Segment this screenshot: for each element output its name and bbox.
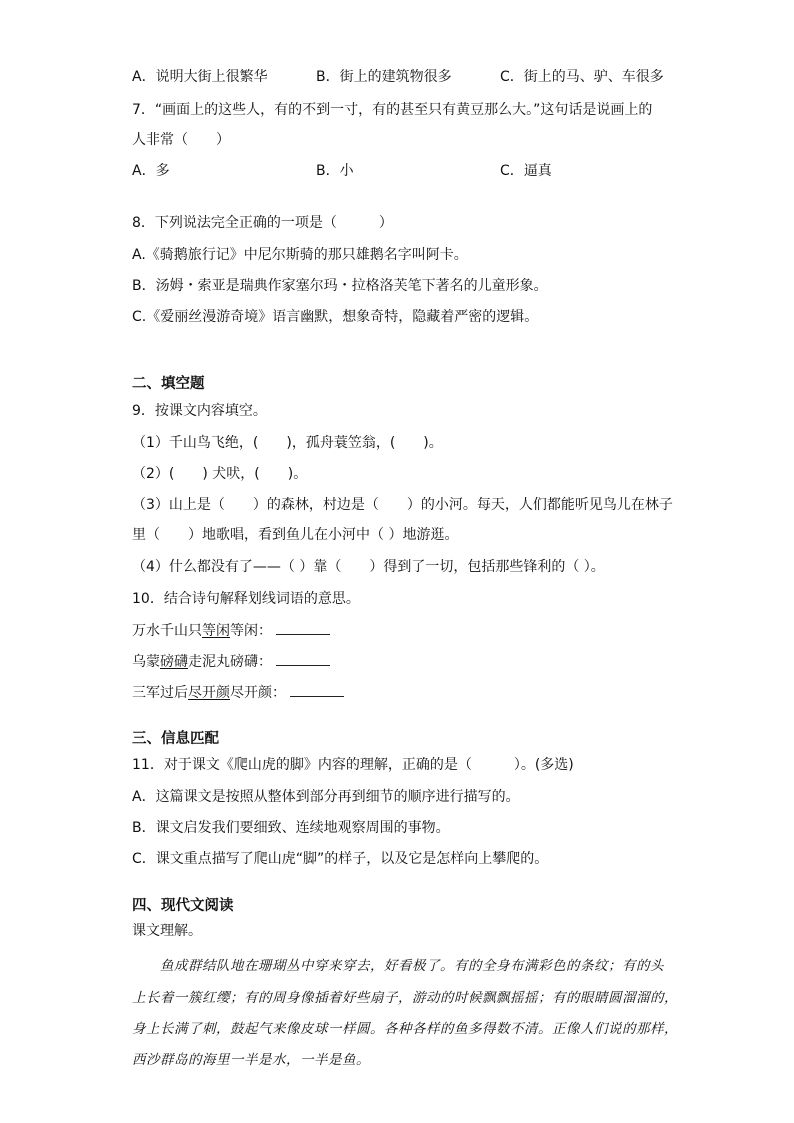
q7-stem-line2: 人非常（ ）	[132, 132, 230, 148]
q10-line-2	[132, 651, 330, 671]
passage-line-1: 鱼成群结队地在珊瑚丛中穿来穿去，好看极了。有的全身布满彩色的条纹；有的头	[160, 958, 664, 974]
passage-line-2: 上长着一簇红缨；有的周身像插着好些扇子，游动的时候飘飘摇摇；有的眼睛圆溜溜的，	[132, 990, 678, 1006]
q10-line-1-after: 等闲：	[230, 623, 272, 639]
q10-line-2-after: 走泥丸磅礴：	[188, 654, 272, 670]
q8-option-a: A.《骑鹅旅行记》中尼尔斯骑的那只雄鹅名字叫阿卡。	[132, 247, 468, 263]
q9-item-3-line2: 里（ ）地歌唱，看到鱼儿在小河中（ ）地游逛。	[132, 527, 459, 543]
q11-option-b: B．课文启发我们要细致、连续地观察周围的事物。	[132, 820, 450, 836]
q9-stem: 9．按课文内容填空。	[132, 403, 267, 419]
q10-line-3-before: 三军过后	[132, 685, 188, 701]
q10-line-1	[132, 620, 330, 640]
q6-option-a: A．说明大街上很繁华	[132, 69, 268, 85]
q11-stem: 11．对于课文《爬山虎的脚》内容的理解，正确的是（ ）。(多选)	[132, 757, 574, 773]
q9-item-1: （1）千山鸟飞绝，( )，孤舟蓑笠翁，( )。	[132, 435, 443, 451]
q10-answer-blank-2[interactable]	[276, 651, 330, 666]
q6-option-b: B．街上的建筑物很多	[316, 69, 452, 85]
q9-item-4: （4）什么都没有了——（ ）靠（ ）得到了一切，包括那些锋利的（ ）。	[132, 559, 605, 575]
q10-line-2-underlined: 磅礴	[160, 654, 188, 670]
q10-line-1-before: 万水千山只	[132, 623, 202, 639]
q7-option-b: B．小	[316, 163, 354, 179]
q10-line-2-before: 乌蒙	[132, 654, 160, 670]
section3-heading: 三、信息匹配	[132, 731, 219, 747]
q9-item-2: （2）( ) 犬吠，( )。	[132, 466, 308, 482]
section4-subtitle: 课文理解。	[132, 923, 202, 939]
q10-answer-blank-3[interactable]	[290, 682, 344, 697]
q7-stem-line1: 7．“画面上的这些人，有的不到一寸，有的甚至只有黄豆那么大。”这句话是说画上的	[132, 102, 653, 118]
q8-option-c: C.《爱丽丝漫游奇境》语言幽默，想象奇特，隐藏着严密的逻辑。	[132, 309, 539, 325]
q10-line-3	[132, 682, 344, 702]
section2-heading: 二、填空题	[132, 376, 205, 392]
q10-line-1-underlined: 等闲	[202, 623, 230, 639]
passage-line-4: 西沙群岛的海里一半是水，一半是鱼。	[132, 1052, 370, 1068]
q9-item-3-line1: （3）山上是（ ）的森林，村边是（ ）的小河。每天，人们都能听见鸟儿在林子	[132, 497, 673, 513]
q8-option-b: B．汤姆・索亚是瑞典作家塞尔玛・拉格洛芙笔下著名的儿童形象。	[132, 278, 548, 294]
q6-option-c: C．街上的马、驴、车很多	[500, 69, 664, 85]
q11-option-a: A．这篇课文是按照从整体到部分再到细节的顺序进行描写的。	[132, 789, 520, 805]
passage-line-3: 身上长满了刺，鼓起气来像皮球一样圆。各种各样的鱼多得数不清。正像人们说的那样，	[132, 1021, 678, 1037]
q10-line-3-underlined: 尽开颜	[188, 685, 230, 701]
q7-option-c: C．逼真	[500, 163, 552, 179]
q7-option-a: A．多	[132, 163, 170, 179]
q10-stem: 10．结合诗句解释划线词语的意思。	[132, 591, 360, 607]
q11-option-c: C．课文重点描写了爬山虎“脚”的样子，以及它是怎样向上攀爬的。	[132, 851, 549, 867]
q10-line-3-after: 尽开颜：	[230, 685, 286, 701]
q8-stem: 8．下列说法完全正确的一项是（ ）	[132, 215, 393, 231]
q10-answer-blank-1[interactable]	[276, 620, 330, 635]
section4-heading: 四、现代文阅读	[132, 898, 234, 914]
